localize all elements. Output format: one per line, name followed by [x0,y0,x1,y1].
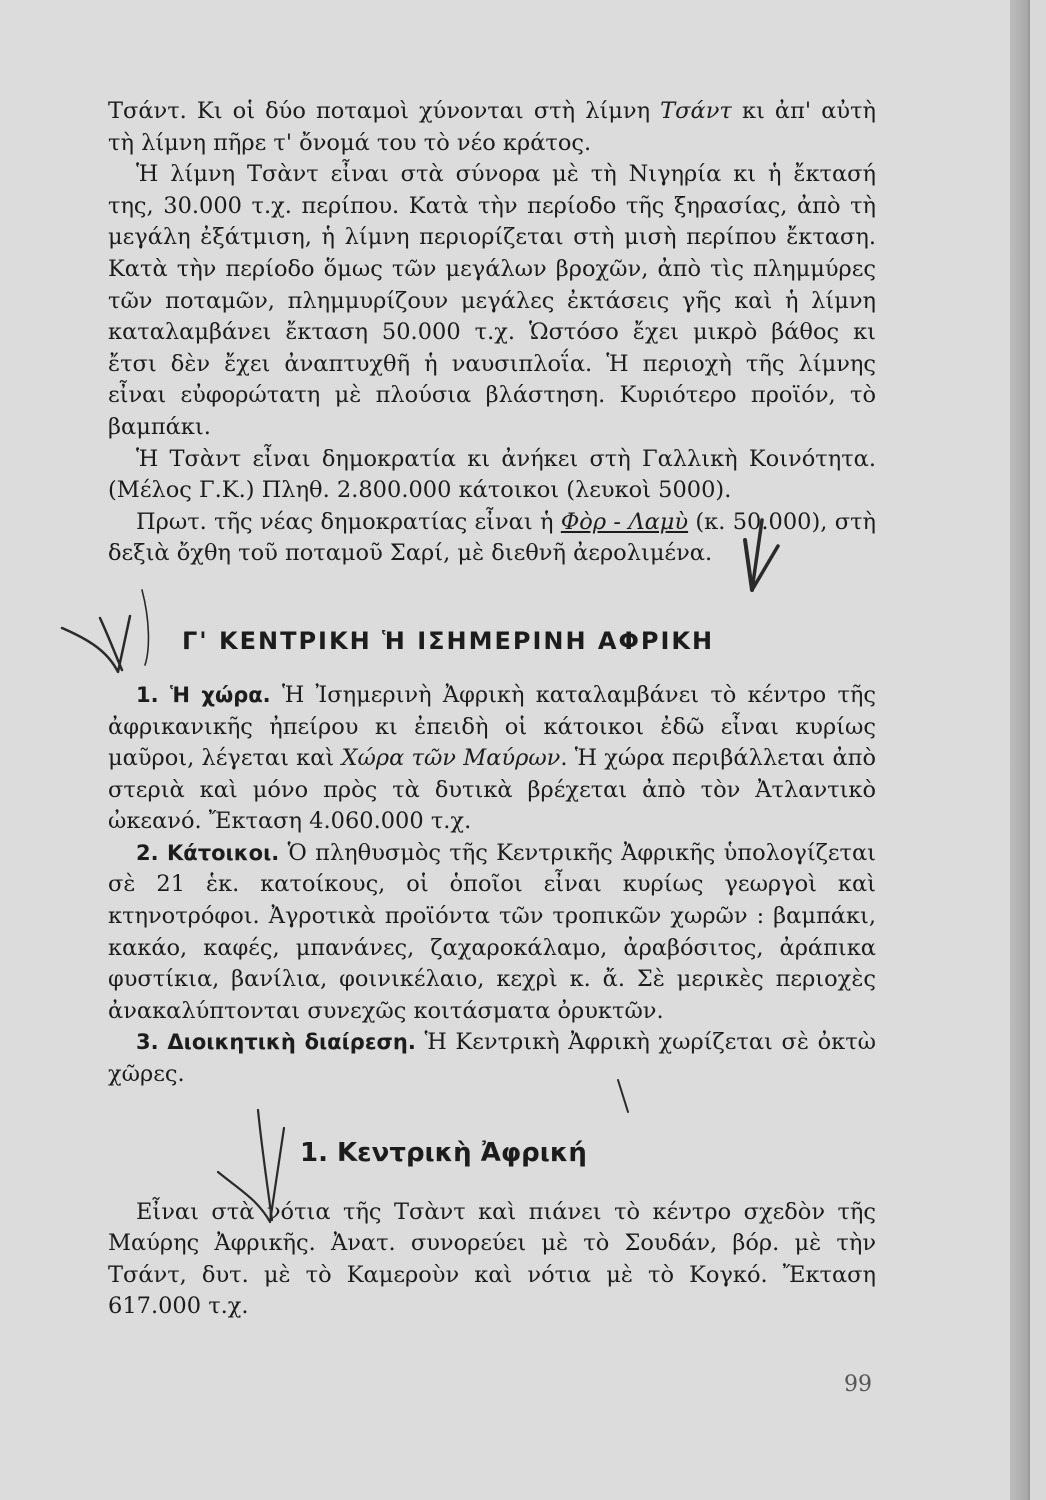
underlined-italic-run: Φὸρ - Λαμὺ [560,508,689,535]
paragraph: Ἡ Τσὰντ εἶναι δημοκρατία κι ἀνήκει στὴ Γαλλικὴ Κοινότητα. (Μέλος Γ.Κ.) Πληθ. 2.800.000 κάτοικοι (λευκοὶ 5000). [108,445,876,504]
section-heading: Γ' ΚΕΝΤΡΙΚΗ Ἡ ΙΣΗΜΕΡΙΝΗ ΑΦΡΙΚΗ [182,626,715,655]
text-run: Ὁ πληθυσμὸς τῆς Κεντρικῆς Ἀφρικῆς ὑπολογίζεται σὲ 21 ἑκ. κατοίκους, οἱ ὁποῖοι εἶναι κυρίως γεωργοὶ καὶ κτηνοτρόφοι. Ἀγροτικὰ προϊόντα τῶν τροπικῶν χωρῶν : βαμπάκι, κακάο, καφές, μπανάνες, ζαχαροκάλαμο, ἀραβόσιτος, ἀράπικα φυστίκια, βανίλια, φοινικέλαιο, κεχρὶ κ. ἄ. Σὲ μερικὲς περιοχὲς ἀνακαλύπτονται συνεχῶς κοιτάσματα ὀρυκτῶν. [108,839,877,1024]
check-mark-icon [218,1110,284,1222]
subsection-label: 1. Ἡ χώρα. [136,682,271,707]
text-run: Ἡ Κεντρικὴ Ἀφρικὴ χωρίζεται σὲ ὀκτὼ χῶρες. [108,1029,876,1088]
italic-run: Τσάντ [660,98,732,124]
page-number: 99 [844,1372,872,1397]
text-run: Πρωτ. τῆς νέας δημοκρατίας εἶναι ἡ [136,508,561,535]
paragraph: Ἡ λίμνη Τσὰντ εἶναι στὰ σύνορα μὲ τὴ Νιγηρία κι ἡ ἔκτασή της, 30.000 τ.χ. περίπου. Κατὰ τὴν περίοδο τῆς ξηρασίας, ἀπὸ τὴ μεγάλη ἐξάτμιση, ἡ λίμνη περιορίζεται στὴ μισὴ περίπου ἔκταση. Κατὰ τὴν περίοδο ὅμως τῶν μεγάλων βροχῶν, ἀπὸ τὶς πλημμύρες τῶν ποταμῶν, πλημμυρίζουν μεγάλες ἐκτάσεις γῆς καὶ ἡ λίμνη καταλαμβάνει ἔκταση 50.000 τ.χ. Ὡστόσο ἔχει μικρὸ βάθος κι ἔτσι δὲν ἔχει ἀναπτυχθῆ ἡ ναυσιπλοΐα. Ἡ περιοχὴ τῆς λίμνης εἶναι εὐφορώτατη μὲ πλούσια βλάστηση. Κυριότερο προϊόν, τὸ βαμπάκι. [108,161,876,440]
check-mark-icon [745,540,752,590]
check-mark-icon [142,590,148,665]
text-run: (κ. 50.000), στὴ δεξιὰ ὄχθη τοῦ ποταμοῦ Σαρί, μὲ διεθνῆ ἀερολιμένα. [108,508,877,567]
text-run: . Ἡ χώρα περιβάλλεται ἀπὸ στεριὰ καὶ μόνο πρὸς τὰ δυτικὰ βρέχεται ἀπὸ τὸν Ἀτλαντικὸ ὠκεανό. Ἔκταση 4.060.000 τ.χ. [108,745,876,835]
text-run: Ἡ Ἰσημερινὴ Ἀφρικὴ καταλαμβάνει τὸ κέντρο τῆς ἀφρικανικῆς ἠπείρου κι ἐπειδὴ οἱ κάτοικοι ἐδῶ εἶναι κυρίως μαῦροι, λέγεται καὶ [108,681,877,772]
text-run: Τσάντ. Κι οἱ δύο ποταμοὶ χύνονται στὴ λίμνη [108,98,661,124]
check-mark-icon [618,1080,628,1112]
subsection-label: 3. Διοικητικὴ διαίρεση. [136,1030,416,1055]
check-mark-icon [752,520,778,590]
subsection-label: 2. Κάτοικοι. [136,840,280,865]
text-run: κι ἀπ' αὐτὴ τὴ λίμνη πῆρε τ' ὄνομά του τὸ νέο κράτος. [108,98,876,156]
subsection-heading: 1. Κεντρικὴ Ἀφρική [300,1137,587,1168]
paragraph: Εἶναι στὰ νότια τῆς Τσὰντ καὶ πιάνει τὸ κέντρο σχεδὸν τῆς Μαύρης Ἀφρικῆς. Ἀνατ. συνορεύει μὲ τὸ Σουδάν, βόρ. μὲ τὴν Τσάντ, δυτ. μὲ τὸ Καμεροὺν καὶ νότια μὲ τὸ Κογκό. Ἔκταση 617.000 τ.χ. [108,1198,876,1320]
check-mark-icon [62,616,130,672]
italic-run: Χώρα τῶν Μαύρων [341,745,561,772]
